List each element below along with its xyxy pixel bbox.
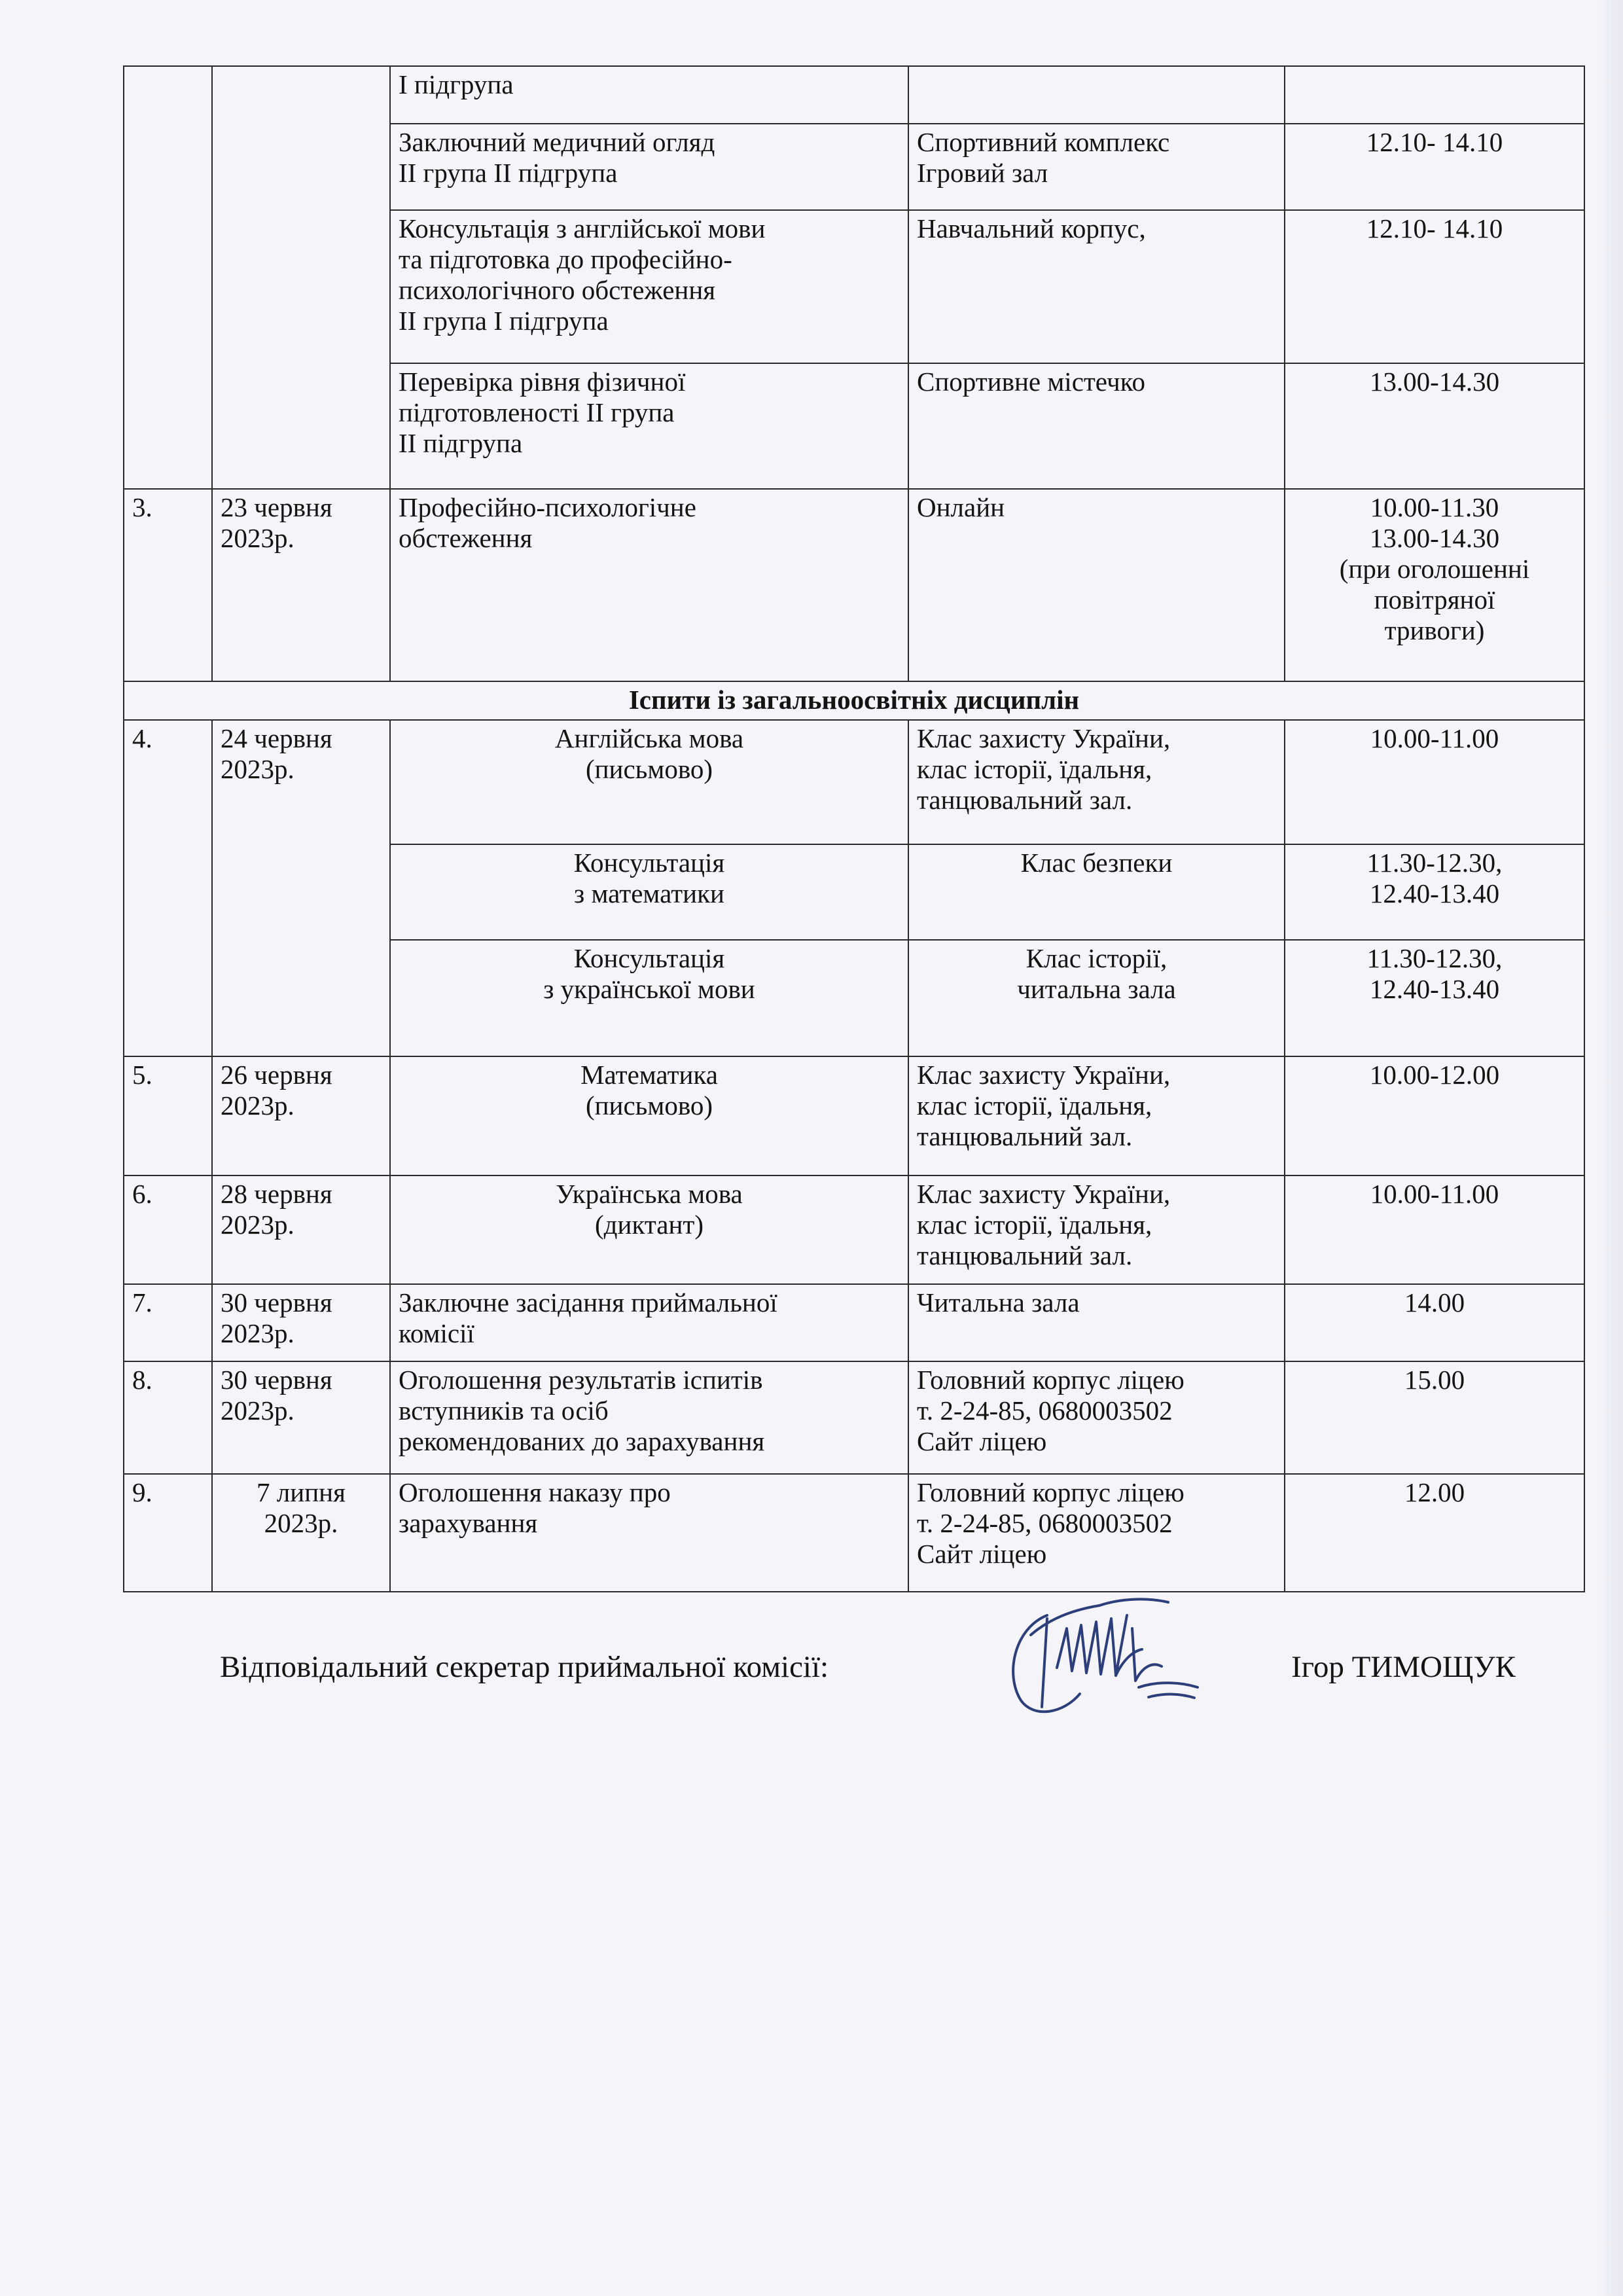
table-row [124, 489, 1584, 681]
signature-block [220, 1644, 1516, 1703]
row-date-cell: 28 червня 2023р. [212, 1175, 390, 1284]
page-edge [1597, 0, 1623, 2296]
section-title: Іспити із загальноосвітніх дисциплін [124, 681, 1584, 720]
admission-schedule-table [123, 65, 1585, 1592]
row-number-cell: 7. [124, 1284, 212, 1361]
signatory-title: Відповідальний секретар приймальної комісії: [220, 1650, 829, 1684]
table-row [124, 1474, 1584, 1592]
row-time-cell: 11.30-12.30, 12.40-13.40 [1285, 940, 1584, 1056]
row-event-cell: Оголошення результатів іспитів вступників та осіб рекомендованих до зарахування [390, 1361, 908, 1474]
row-time-cell: 10.00-11.00 [1285, 1175, 1584, 1284]
row-time-cell: 12.00 [1285, 1474, 1584, 1592]
table-row [124, 1361, 1584, 1474]
row-number-cell [124, 66, 212, 489]
row-event-cell: Заключне засідання приймальної комісії [390, 1284, 908, 1361]
row-place-cell [908, 66, 1285, 124]
row-time-cell: 15.00 [1285, 1361, 1584, 1474]
row-number-cell: 6. [124, 1175, 212, 1284]
row-event-cell: І підгрупа [390, 66, 908, 124]
row-event-cell: Консультація з української мови [390, 940, 908, 1056]
row-event-cell: Консультація з математики [390, 844, 908, 940]
row-event-cell: Консультація з англійської мови та підготовка до професійно- психологічного обстеження ІІ група І підгрупа [390, 210, 908, 363]
row-time-cell: 10.00-12.00 [1285, 1056, 1584, 1175]
row-date-cell: 30 червня 2023р. [212, 1284, 390, 1361]
row-number-cell: 3. [124, 489, 212, 681]
signatory-name: Ігор ТИМОЩУК [1291, 1650, 1516, 1684]
row-event-cell: Професійно-психологічне обстеження [390, 489, 908, 681]
row-date-cell: 7 липня 2023р. [212, 1474, 390, 1592]
section-header-row [124, 681, 1584, 720]
row-time-cell: 11.30-12.30, 12.40-13.40 [1285, 844, 1584, 940]
row-time-cell: 13.00-14.30 [1285, 363, 1584, 489]
row-event-cell: Перевірка рівня фізичної підготовленості ІІ група ІІ підгрупа [390, 363, 908, 489]
row-place-cell: Клас захисту України, клас історії, їдальня, танцювальний зал. [908, 1175, 1285, 1284]
row-event-cell: Оголошення наказу про зарахування [390, 1474, 908, 1592]
row-number-cell: 9. [124, 1474, 212, 1592]
row-date-cell: 30 червня 2023р. [212, 1361, 390, 1474]
row-time-cell: 10.00-11.00 [1285, 720, 1584, 844]
row-place-cell: Клас захисту України, клас історії, їдальня, танцювальний зал. [908, 1056, 1285, 1175]
row-date-cell [212, 66, 390, 489]
row-place-cell: Головний корпус ліцею т. 2-24-85, 0680003502 Сайт ліцею [908, 1474, 1285, 1592]
row-number-cell: 5. [124, 1056, 212, 1175]
row-event-cell: Математика (письмово) [390, 1056, 908, 1175]
row-place-cell: Навчальний корпус, [908, 210, 1285, 363]
row-time-cell: 12.10- 14.10 [1285, 210, 1584, 363]
table-row [124, 1284, 1584, 1361]
row-event-cell: Англійська мова (письмово) [390, 720, 908, 844]
table-row [124, 66, 1584, 124]
row-place-cell: Онлайн [908, 489, 1285, 681]
row-place-cell: Клас безпеки [908, 844, 1285, 940]
row-place-cell: Клас історії, читальна зала [908, 940, 1285, 1056]
row-time-cell: 12.10- 14.10 [1285, 124, 1584, 210]
row-place-cell: Головний корпус ліцею т. 2-24-85, 0680003502 Сайт ліцею [908, 1361, 1285, 1474]
row-place-cell: Спортивне містечко [908, 363, 1285, 489]
row-place-cell: Спортивний комплекс Ігровий зал [908, 124, 1285, 210]
row-event-cell: Заключний медичний огляд ІІ група ІІ підгрупа [390, 124, 908, 210]
row-date-cell: 26 червня 2023р. [212, 1056, 390, 1175]
row-date-cell: 24 червня 2023р. [212, 720, 390, 1056]
row-place-cell: Клас захисту України, клас історії, їдальня, танцювальний зал. [908, 720, 1285, 844]
handwritten-signature-icon [1001, 1589, 1217, 1727]
row-time-cell: 10.00-11.30 13.00-14.30 (при оголошенні повітряної тривоги) [1285, 489, 1584, 681]
table-row [124, 1056, 1584, 1175]
row-number-cell: 4. [124, 720, 212, 1056]
row-time-cell [1285, 66, 1584, 124]
row-number-cell: 8. [124, 1361, 212, 1474]
row-place-cell: Читальна зала [908, 1284, 1285, 1361]
row-date-cell: 23 червня 2023р. [212, 489, 390, 681]
table-row [124, 1175, 1584, 1284]
row-time-cell: 14.00 [1285, 1284, 1584, 1361]
row-event-cell: Українська мова (диктант) [390, 1175, 908, 1284]
table-row [124, 720, 1584, 844]
